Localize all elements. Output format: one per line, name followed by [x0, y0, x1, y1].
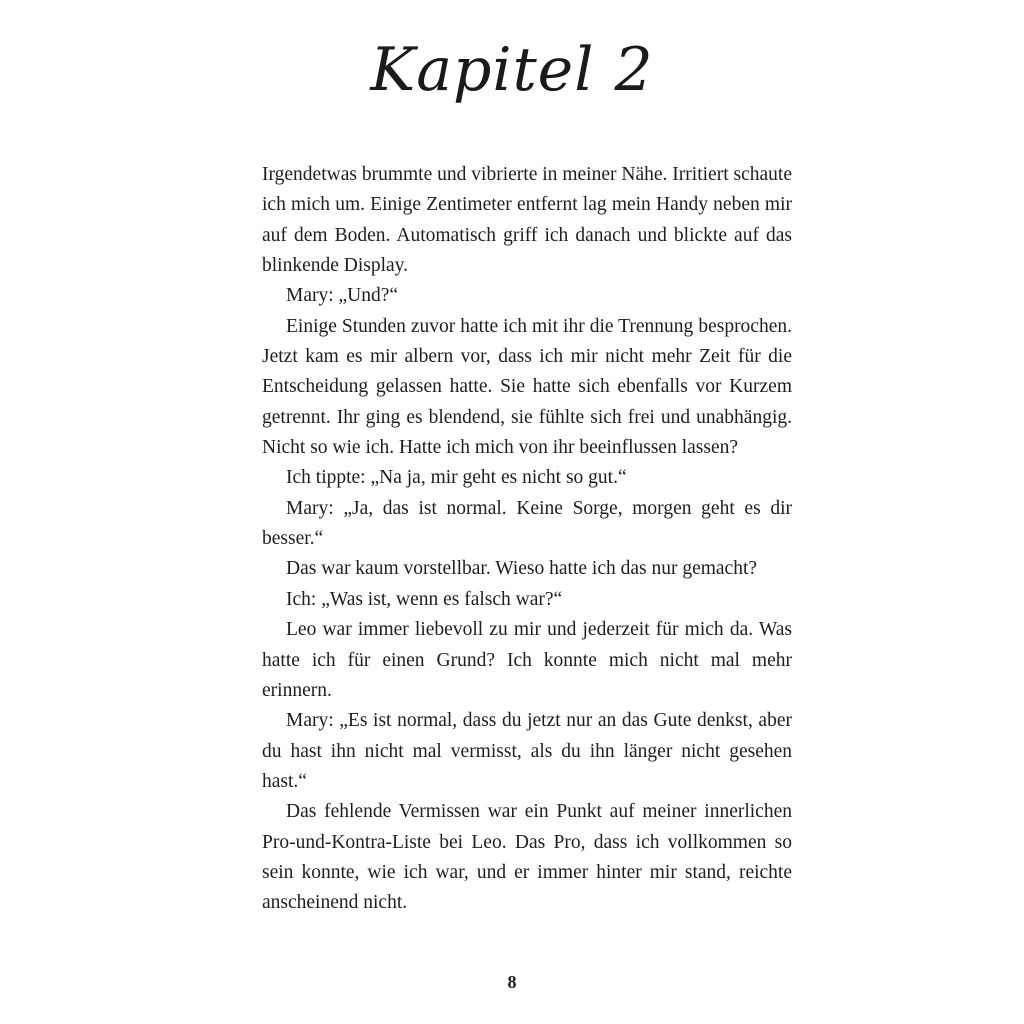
- paragraph: Ich tippte: „Na ja, mir geht es nicht so gut.“: [286, 467, 627, 489]
- paragraph: Ich: „Was ist, wenn es falsch war?“: [286, 588, 563, 610]
- body-text: [262, 160, 792, 919]
- page-number: 8: [507, 972, 517, 992]
- paragraph: Das fehlende Vermissen war ein Punkt auf meiner innerlichen Pro-und-Kontra-Liste bei Leo. Das Pro, dass ich vollkommen so sein konnte, wie ich war, und er immer hinter mir stand, reichte anscheinend nicht.: [262, 801, 792, 914]
- paragraph: Irgendetwas brummte und vibrierte in meiner Nähe. Irritiert schaute ich mich um. Einige Zentimeter entfernt lag mein Handy neben mir auf dem Boden. Automatisch griff ich danach und blickte auf das blinkende Display.: [262, 164, 792, 277]
- paragraph: Mary: „Es ist normal, dass du jetzt nur an das Gute denkst, aber du hast ihn nicht mal vermisst, als du ihn länger nicht gesehen hast.“: [262, 710, 792, 792]
- paragraph: Das war kaum vorstellbar. Wieso hatte ich das nur gemacht?: [286, 558, 758, 580]
- paragraph: Einige Stunden zuvor hatte ich mit ihr die Trennung besprochen. Jetzt kam es mir albern vor, dass ich mir nicht mehr Zeit für die Entscheidung gelassen hatte. Sie hatte sich ebenfalls vor Kurzem getrennt. Ihr ging es blendend, sie fühlte sich frei und unabhängig. Nicht so wie ich. Hatte ich mich von ihr beeinflussen lassen?: [262, 315, 792, 459]
- paragraph: Mary: „Ja, das ist normal. Keine Sorge, morgen geht es dir besser.“: [262, 497, 792, 550]
- chapter-title: Kapitel 2: [370, 35, 654, 105]
- paragraph: Mary: „Und?“: [286, 285, 399, 307]
- paragraph: Leo war immer liebevoll zu mir und jederzeit für mich da. Was hatte ich für einen Grund? Ich konnte mich nicht mal mehr erinnern.: [262, 619, 792, 701]
